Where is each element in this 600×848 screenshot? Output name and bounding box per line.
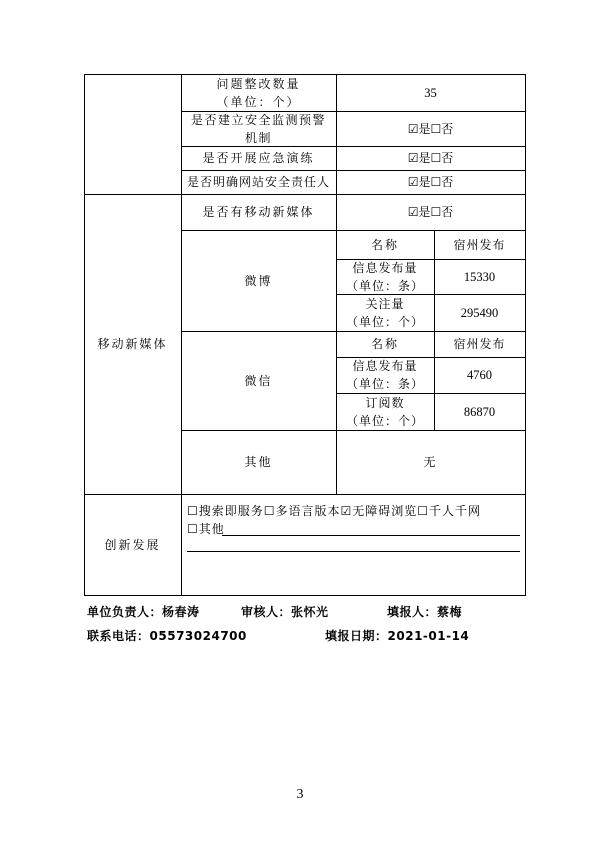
row-emergency-drill-value: ☑是☐否	[407, 151, 454, 165]
innovation-section-label: 创新发展	[104, 537, 161, 552]
reviewer	[241, 603, 329, 620]
weibo-name-header: 名称	[370, 237, 399, 252]
wechat-account-name: 宿州发布	[453, 337, 506, 351]
page-number: 3	[296, 787, 304, 802]
has-mobile-media-label: 是否有移动新媒体	[202, 205, 315, 219]
row-security-monitoring-value: ☑是☐否	[407, 121, 454, 136]
wechat-info-count-label: 信息发布量 （单位：条）	[345, 359, 424, 391]
weibo-info-count-value: 15330	[463, 269, 496, 284]
unit-head	[87, 603, 200, 620]
report-date-label: 填报日期：	[325, 629, 388, 643]
wechat-subscriber-count-value: 86870	[463, 404, 496, 419]
weibo-label: 微博	[244, 273, 273, 288]
innovation-other-underline	[222, 535, 520, 536]
row-security-officer-label: 是否明确网站安全责任人	[186, 175, 330, 189]
has-mobile-media-value: ☑是☐否	[407, 205, 454, 219]
unit-head-value: 杨春涛	[162, 605, 200, 619]
innovation-other-option: ☐其他	[187, 522, 225, 536]
filler-label: 填报人：	[387, 605, 438, 619]
contact-phone-label: 联系电话：	[87, 629, 150, 643]
row-security-monitoring-label: 是否建立安全监测预警 机制	[190, 112, 326, 145]
row-emergency-drill-label: 是否开展应急演练	[202, 151, 315, 165]
wechat-subscriber-count-label: 订阅数 （单位：个）	[345, 395, 424, 428]
wechat-label: 微信	[244, 373, 273, 388]
reviewer-value: 张怀光	[291, 605, 329, 619]
mobile-media-section-label: 移动新媒体	[97, 337, 168, 351]
table-border-right	[525, 74, 526, 595]
weibo-follow-count-label: 关注量 （单位：个）	[345, 296, 424, 329]
reviewer-label: 审核人：	[241, 605, 292, 619]
contact-phone-value: 05573024700	[149, 629, 247, 643]
contact-phone	[87, 627, 247, 644]
table-border-bottom	[84, 595, 526, 596]
wechat-name-header: 名称	[370, 337, 399, 351]
innovation-blank-line	[187, 551, 520, 552]
weibo-account-name: 宿州发布	[453, 237, 506, 252]
report-date	[325, 627, 469, 644]
innovation-options: ☐搜索即服务☐多语言版本☑无障碍浏览☐千人千网	[187, 504, 482, 518]
row-issue-fix-count-label: 问题整改数量 （单位：个）	[216, 76, 301, 109]
weibo-follow-count-value: 295490	[460, 305, 499, 320]
unit-head-label: 单位负责人：	[87, 605, 163, 619]
filler	[387, 603, 462, 620]
filler-value: 蔡梅	[437, 605, 463, 619]
weibo-info-count-label: 信息发布量 （单位：条）	[345, 260, 424, 293]
report-date-value: 2021-01-14	[387, 629, 470, 643]
other-media-value: 无	[423, 455, 438, 469]
other-media-label: 其他	[244, 455, 273, 469]
row-security-officer-value: ☑是☐否	[407, 175, 454, 189]
row-issue-fix-count-value: 35	[424, 85, 437, 100]
wechat-info-count-value: 4760	[467, 368, 492, 382]
